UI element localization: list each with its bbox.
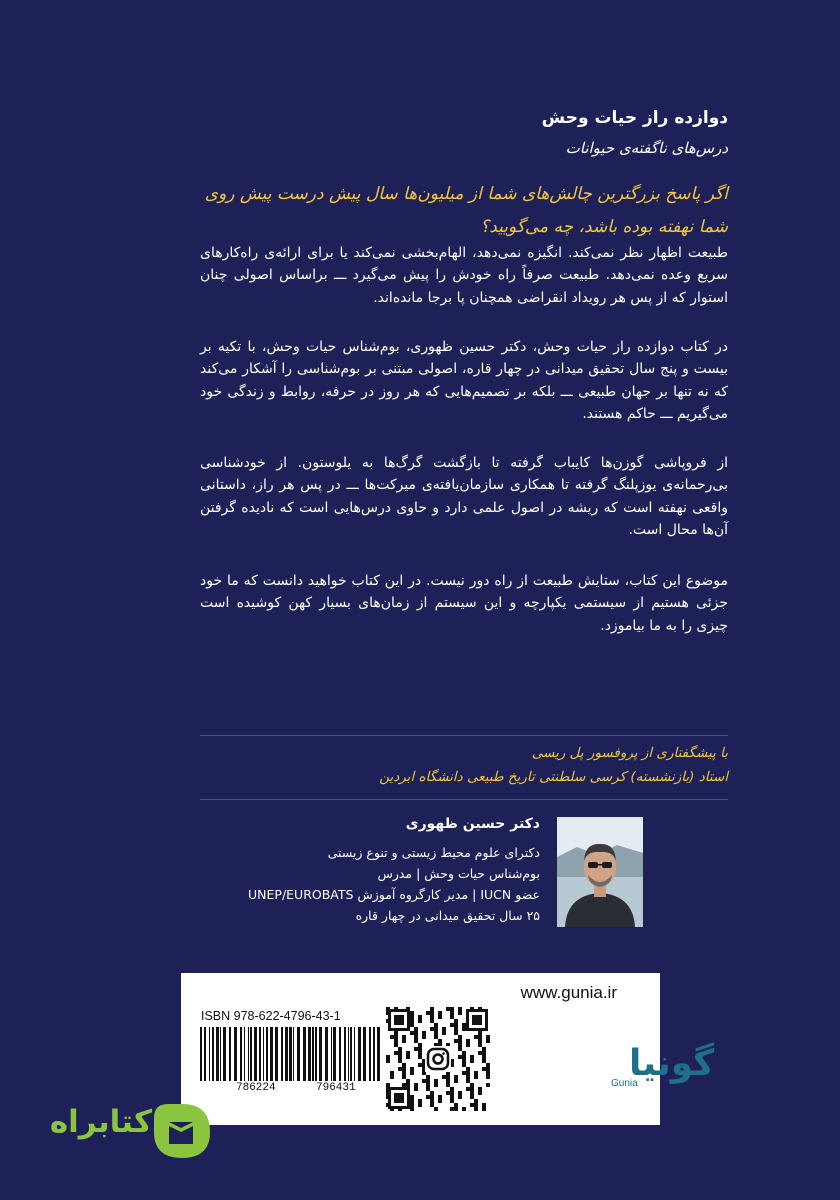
foreword-affiliation: استاد (بازنشسته) کرسی سلطنتی تاریخ طبیعی دانشگاه ابردین xyxy=(379,769,728,785)
blurb-paragraph: موضوع این کتاب، ستایش طبیعت از راه دور نیست. در این کتاب خواهید دانست که ما خود جزئی هستیم از سیستمی یکپارچه و این سیستم از زمان‌های بسیار کهن کوشیده است چیزی را به ما بیاموزد. xyxy=(200,573,728,634)
barcode-digits-right: 796431 xyxy=(316,1082,356,1094)
barcode-panel xyxy=(181,973,715,1125)
publisher-latin-name: Gunia xyxy=(611,1078,638,1089)
divider xyxy=(200,799,728,800)
author-credential: دکترای علوم محیط زیستی و تنوع زیستی xyxy=(327,845,540,860)
blurb-paragraph: طبیعت اظهار نظر نمی‌کند. انگیزه نمی‌دهد، الهام‌بخشی نمی‌کند یا برای ارائه‌ی راه‌کارهای سریع وعده نمی‌دهد. طبیعت صرفاً راه خودش را پیش می‌گیرد ـــ براساس اصولی چنان استوار که از پس هر رویداد انقراضی همچنان پا برجا مانده‌اند. xyxy=(200,245,728,306)
store-name: کتابراه xyxy=(49,1104,152,1140)
book-subtitle: درس‌های ناگفته‌ی حیوانات xyxy=(565,139,728,157)
instagram-icon xyxy=(425,1046,451,1072)
qr-code xyxy=(386,1007,490,1111)
publisher-website: www.gunia.ir xyxy=(520,983,617,1002)
barcode-digits-left: 786224 xyxy=(236,1082,276,1094)
isbn-number: ISBN 978-622-4796-43-1 xyxy=(201,1009,341,1023)
svg-text:گونیا: گونیا xyxy=(629,1043,715,1084)
author-name: دکتر حسین ظهوری xyxy=(405,816,540,832)
book-title: دوازده راز حیات وحش xyxy=(541,108,728,128)
foreword-credit: با پیشگفتاری از پروفسور پل ریسی xyxy=(531,745,728,761)
author-credential: عضو IUCN | مدیر کارگروه آموزش UNEP/EUROBATS xyxy=(248,887,540,902)
isbn-barcode xyxy=(198,1027,381,1081)
store-logo xyxy=(32,1098,212,1160)
author-credential: بوم‌شناس حیات وحش | مدرس xyxy=(377,866,540,881)
divider xyxy=(200,735,728,736)
hook-question: اگر پاسخ بزرگترین چالش‌های شما از میلیون‌ها سال پیش درست پیش روی شما نهفته بوده باشد، چه می‌گویید؟ xyxy=(204,184,728,237)
author-credential: ۲۵ سال تحقیق میدانی در چهار قاره xyxy=(355,908,540,923)
author-photo xyxy=(557,817,643,927)
blurb-paragraph: در کتاب دوازده راز حیات وحش، دکتر حسین ظهوری، بوم‌شناس حیات وحش، با تکیه بر بیست و پنج سال تحقیق میدانی در چهار قاره، اصولی مبتنی بر بوم‌شناسی را آشکار می‌کند که نه تنها بر جهان طبیعی ـــ بلکه بر تصمیم‌هایی که هر روز در حرفه، روابط و زندگی خود می‌گیریم ـــ حاکم هستند. xyxy=(200,339,728,422)
blurb-paragraph: از فروپاشی گوزن‌ها کایباب گرفته تا بازگشت گرگ‌ها به یلوستون. از خودشناسی بی‌رحمانه‌ی یوزپلنگ گرفته تا همکاری سازمان‌یافته‌ی میرکت‌ها ـــ در پس هر راز، داستانی واقعی نهفته است که ریشه در اصول علمی دارد و حاوی درس‌هایی است که نادیده گرفتن آن‌ها محال است. xyxy=(200,455,728,538)
